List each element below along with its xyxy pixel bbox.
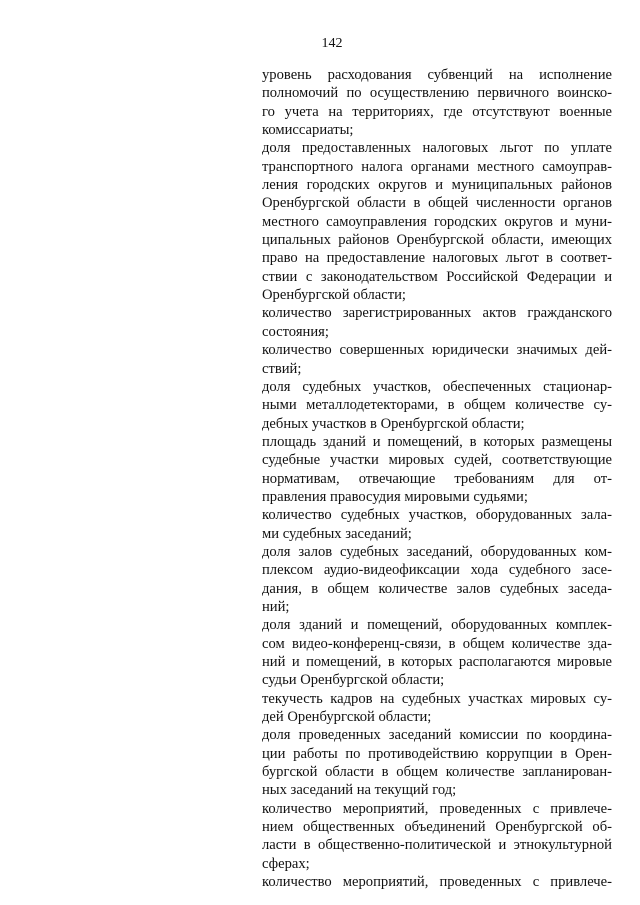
text-line: полномочий по осуществлению первичного воинско-: [262, 85, 612, 102]
text-line: дания, в общем количестве залов судебных заседа-: [262, 580, 612, 597]
document-body: [262, 66, 612, 891]
text-line: площадь зданий и помещений, в которых размещены: [262, 433, 612, 450]
text-line: ципальных районов Оренбургской области, имеющих: [262, 232, 612, 249]
text-line: ний;: [262, 598, 290, 615]
text-line: право на предоставление налоговых льгот в соответ-: [262, 250, 612, 267]
text-line: доля судебных участков, обеспеченных стационар-: [262, 378, 612, 395]
text-line: комиссариаты;: [262, 122, 354, 139]
text-line: ления городских округов и муниципальных районов: [262, 177, 612, 194]
text-line: доля предоставленных налоговых льгот по уплате: [262, 140, 612, 157]
text-line: ми судебных заседаний;: [262, 525, 412, 542]
page-number: 142: [321, 36, 343, 51]
text-line: ласти в общественно-политической и этнокультурной: [262, 837, 612, 854]
text-line: Оренбургской области;: [262, 287, 406, 304]
text-line: состояния;: [262, 323, 329, 340]
text-line: ний и помещений, в которых располагаются мировые: [262, 654, 612, 670]
text-line: доля зданий и помещений, оборудованных комплек-: [262, 617, 612, 634]
text-line: текучесть кадров на судебных участках мировых су-: [262, 690, 612, 707]
text-line: ными металлодетекторами, в общем количестве су-: [262, 397, 612, 414]
text-line: нием общественных объединений Оренбургской об-: [262, 819, 612, 836]
text-line: сферах;: [262, 855, 310, 872]
text-line: количество судебных участков, оборудованных зала-: [262, 507, 612, 524]
text-line: местного самоуправления городских округов и муни-: [262, 213, 612, 230]
text-line: нормативам, отвечающие требованиям для от-: [262, 470, 612, 487]
text-line: доля проведенных заседаний комиссии по координа-: [262, 727, 612, 744]
text-line: количество мероприятий, проведенных с привлече-: [262, 800, 612, 817]
text-line: количество зарегистрированных актов гражданского: [262, 305, 612, 322]
text-line: бургской области в общем количестве запланирован-: [262, 764, 612, 781]
text-line: ствий;: [262, 360, 302, 377]
text-line: плексом аудио-видеофиксации хода судебного засе-: [262, 562, 612, 579]
text-line: судьи Оренбургской области;: [262, 672, 445, 689]
text-line: количество мероприятий, проведенных с привлече-: [262, 874, 612, 891]
text-line: доля залов судебных заседаний, оборудованных ком-: [262, 543, 612, 560]
text-line: Оренбургской области в общей численности органов: [262, 195, 612, 212]
text-line: го учета на территориях, где отсутствуют военные: [262, 103, 612, 120]
text-line: сом видео-конференц-связи, в общем количестве зда-: [262, 635, 612, 652]
text-line: правления правосудия мировыми судьями;: [262, 488, 528, 505]
text-line: ных заседаний на текущий год;: [262, 782, 457, 799]
text-line: количество совершенных юридически значимых дей-: [262, 342, 612, 359]
text-line: судебные участки мировых судей, соответствующие: [262, 452, 612, 469]
text-line: уровень расходования субвенций на исполнение: [262, 67, 612, 83]
text-line: транспортного налога органами местного самоуправ-: [262, 158, 612, 175]
text-line: дей Оренбургской области;: [262, 709, 432, 726]
text-line: ствии с законодательством Российской Федерации и: [262, 268, 612, 285]
text-line: дебных участков в Оренбургской области;: [262, 415, 525, 432]
text-line: ции работы по противодействию коррупции в Орен-: [262, 745, 612, 762]
